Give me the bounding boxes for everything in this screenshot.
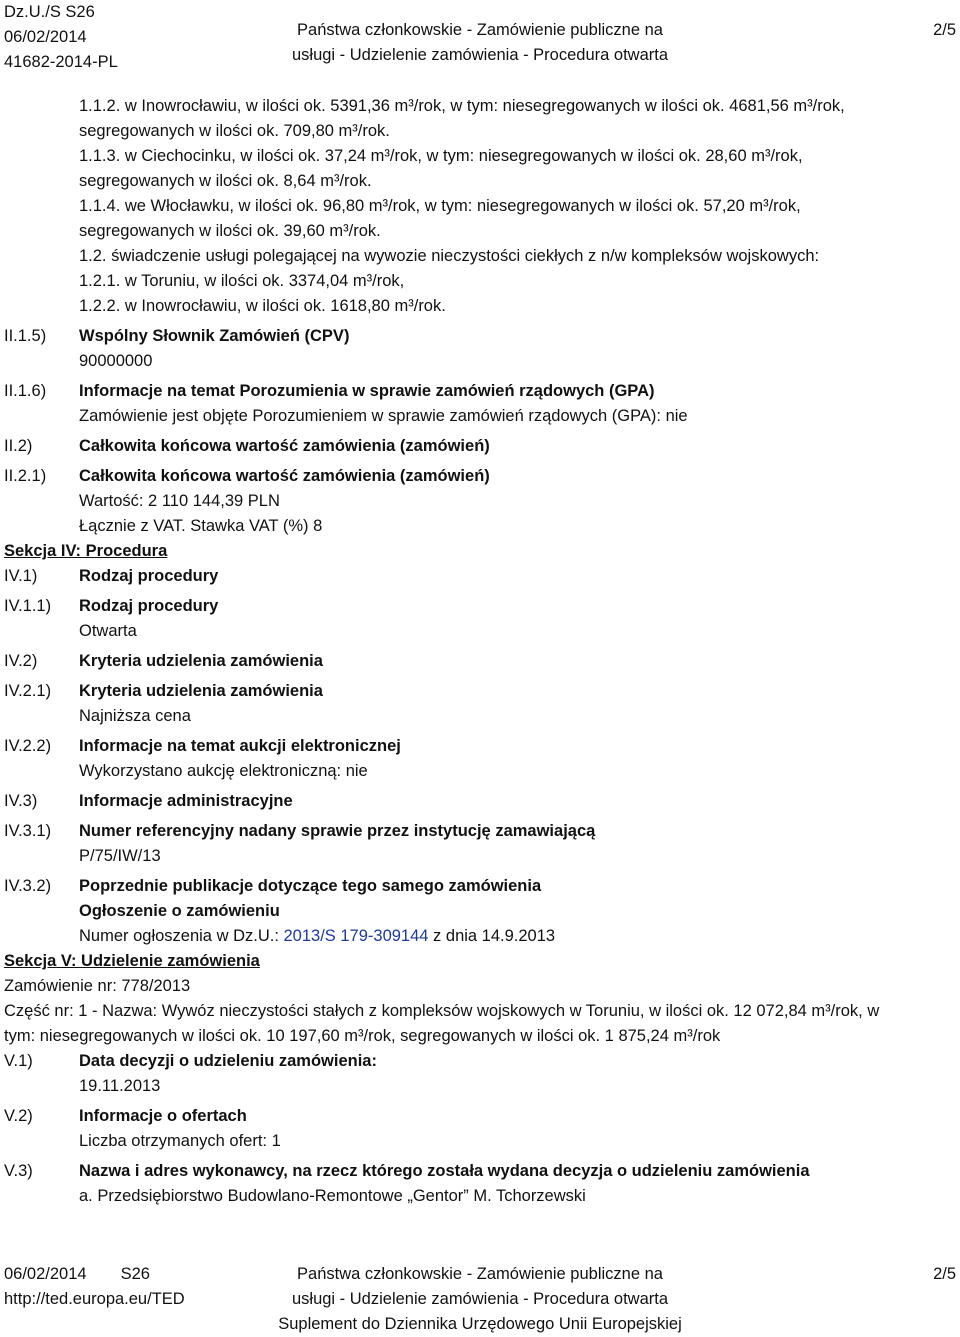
item-iv-3-2: IV.3.2) Poprzednie publikacje dotyczące tego samego zamówienia Ogłoszenie o zamówieniu Numer ogłoszenia w Dz.U.: 2013/S 179-309144 z dnia 14.9.2013: [4, 874, 956, 949]
offers-count: Liczba otrzymanych ofert: 1: [79, 1132, 281, 1150]
part-description: Część nr: 1 - Nazwa: Wywóz nieczystości stałych z kompleksów wojskowych w Toruniu, w ilości ok. 12 072,84 m³/rok, w: [4, 1002, 880, 1020]
item-title: Kryteria udzielenia zamówienia: [79, 652, 323, 670]
cpv-code: 90000000: [79, 352, 153, 370]
page-footer: [4, 1262, 956, 1334]
item-v-3: V.3) Nazwa i adres wykonawcy, na rzecz którego została wydana decyzja o udzieleniu zamówienia a. Przedsiębiorstwo Budowlano-Remontowe „Gentor” M. Tchorzewski: [4, 1159, 956, 1209]
item-title: Całkowita końcowa wartość zamówienia (zamówień): [79, 437, 490, 455]
contractor-name: a. Przedsiębiorstwo Budowlano-Remontowe „Gentor” M. Tchorzewski: [79, 1187, 586, 1205]
section-v-heading: Sekcja V: Udzielenie zamówienia: [4, 952, 260, 970]
header-title: Państwa członkowskie - Zamówienie publiczne na usługi - Udzielenie zamówienia - Procedura otwarta: [291, 21, 668, 64]
footer-title: Państwa członkowskie - Zamówienie publiczne na usługi - Udzielenie zamówienia - Procedura otwarta Suplement do Dziennika Urzędowego Unii Europejskiej: [278, 1265, 682, 1333]
footer-url[interactable]: http://ted.europa.eu/TED: [4, 1290, 185, 1308]
item-title: Poprzednie publikacje dotyczące tego samego zamówienia: [79, 877, 542, 895]
item-title: Wspólny Słownik Zamówień (CPV): [79, 327, 350, 345]
page-header: [4, 0, 956, 75]
item-ii-2-1: II.2.1) Całkowita końcowa wartość zamówienia (zamówień) Wartość: 2 110 144,39 PLN Łącznie z VAT. Stawka VAT (%) 8: [4, 464, 956, 539]
item-iv-2-2: IV.2.2) Informacje na temat aukcji elektronicznej Wykorzystano aukcję elektroniczną: nie: [4, 734, 956, 784]
procedure-type: Otwarta: [79, 622, 137, 640]
header-notice-id: 41682-2014-PL: [4, 53, 118, 71]
item-title: Rodzaj procedury: [79, 567, 219, 585]
description-line: 1.1.3. w Ciechocinku, w ilości ok. 37,24 m³/rok, w tym: niesegregowanych w ilości ok. 28,60 m³/rok,: [79, 147, 803, 165]
description-line: 1.1.2. w Inowrocławiu, w ilości ok. 5391,36 m³/rok, w tym: niesegregowanych w ilości ok. 4681,56 m³/rok,: [79, 97, 845, 115]
section-iv-heading: Sekcja IV: Procedura: [4, 542, 168, 560]
item-ii-1-5: II.1.5) Wspólny Słownik Zamówień (CPV) 90000000: [4, 324, 956, 374]
publication-link[interactable]: 2013/S 179-309144: [283, 927, 429, 945]
previous-publication: Numer ogłoszenia w Dz.U.: 2013/S 179-309144 z dnia 14.9.2013: [79, 927, 556, 945]
description-line: segregowanych w ilości ok. 709,80 m³/rok.: [79, 122, 390, 140]
item-iv-1-1: IV.1.1) Rodzaj procedury Otwarta: [4, 594, 956, 644]
footer-date: 06/02/2014: [4, 1265, 87, 1283]
item-title: Kryteria udzielenia zamówienia: [79, 682, 323, 700]
item-iv-2-1: IV.2.1) Kryteria udzielenia zamówienia Najniższa cena: [4, 679, 956, 729]
item-iv-1: IV.1) Rodzaj procedury: [4, 564, 956, 589]
description-line: 1.1.4. we Włocławku, w ilości ok. 96,80 m³/rok, w tym: niesegregowanych w ilości ok. 57,20 m³/rok,: [79, 197, 801, 215]
item-ii-2: II.2) Całkowita końcowa wartość zamówienia (zamówień): [4, 434, 956, 459]
total-value: Wartość: 2 110 144,39 PLN: [79, 492, 280, 510]
item-title: Informacje na temat aukcji elektronicznej: [79, 737, 401, 755]
item-v-2: V.2) Informacje o ofertach Liczba otrzymanych ofert: 1: [4, 1104, 956, 1154]
item-title: Całkowita końcowa wartość zamówienia (zamówień): [79, 467, 490, 485]
part-description: tym: niesegregowanych w ilości ok. 10 197,60 m³/rok, segregowanych w ilości ok. 1 875,24 m³/rok: [4, 1027, 721, 1045]
description-line: 1.2.2. w Inowrocławiu, w ilości ok. 1618,80 m³/rok.: [79, 297, 446, 315]
item-title: Data decyzji o udzieleniu zamówienia:: [79, 1052, 377, 1070]
award-date: 19.11.2013: [79, 1077, 161, 1095]
header-page-number: 2/5: [933, 21, 956, 39]
item-title: Informacje o ofertach: [79, 1107, 247, 1125]
reference-number: P/75/IW/13: [79, 847, 161, 865]
description-line: 1.2. świadczenie usługi polegającej na wywozie nieczystości ciekłych z n/w kompleksów wojskowych:: [79, 247, 820, 265]
item-iv-2: IV.2) Kryteria udzielenia zamówienia: [4, 649, 956, 674]
description-line: segregowanych w ilości ok. 39,60 m³/rok.: [79, 222, 381, 240]
item-iv-3-1: IV.3.1) Numer referencyjny nadany sprawie przez instytucję zamawiającą P/75/IW/13: [4, 819, 956, 869]
item-title: Informacje na temat Porozumienia w sprawie zamówień rządowych (GPA): [79, 382, 655, 400]
award-criteria: Najniższa cena: [79, 707, 191, 725]
item-ii-1-6: II.1.6) Informacje na temat Porozumienia w sprawie zamówień rządowych (GPA) Zamówienie jest objęte Porozumieniem w sprawie zamówień rządowych (GPA): nie: [4, 379, 956, 429]
description-line: segregowanych w ilości ok. 8,64 m³/rok.: [79, 172, 372, 190]
e-auction-info: Wykorzystano aukcję elektroniczną: nie: [79, 762, 368, 780]
item-iv-3: IV.3) Informacje administracyjne: [4, 789, 956, 814]
header-doc-ref: Dz.U./S S26: [4, 3, 95, 21]
item-title: Nazwa i adres wykonawcy, na rzecz którego została wydana decyzja o udzieleniu zamówienia: [79, 1162, 810, 1180]
vat-info: Łącznie z VAT. Stawka VAT (%) 8: [79, 517, 323, 535]
item-v-1: V.1) Data decyzji o udzieleniu zamówienia: 19.11.2013: [4, 1049, 956, 1099]
footer-series: S26: [120, 1265, 150, 1283]
footer-page-number: 2/5: [933, 1265, 956, 1283]
order-number: Zamówienie nr: 778/2013: [4, 977, 191, 995]
intro-description: [4, 94, 956, 319]
description-line: 1.2.1. w Toruniu, w ilości ok. 3374,04 m³/rok,: [79, 272, 405, 290]
gpa-value: Zamówienie jest objęte Porozumieniem w sprawie zamówień rządowych (GPA): nie: [79, 407, 688, 425]
item-title: Numer referencyjny nadany sprawie przez instytucję zamawiającą: [79, 822, 596, 840]
document-body: [4, 94, 956, 1209]
header-date: 06/02/2014: [4, 28, 87, 46]
item-title: Informacje administracyjne: [79, 792, 293, 810]
item-subtitle: Ogłoszenie o zamówieniu: [79, 902, 280, 920]
item-title: Rodzaj procedury: [79, 597, 219, 615]
